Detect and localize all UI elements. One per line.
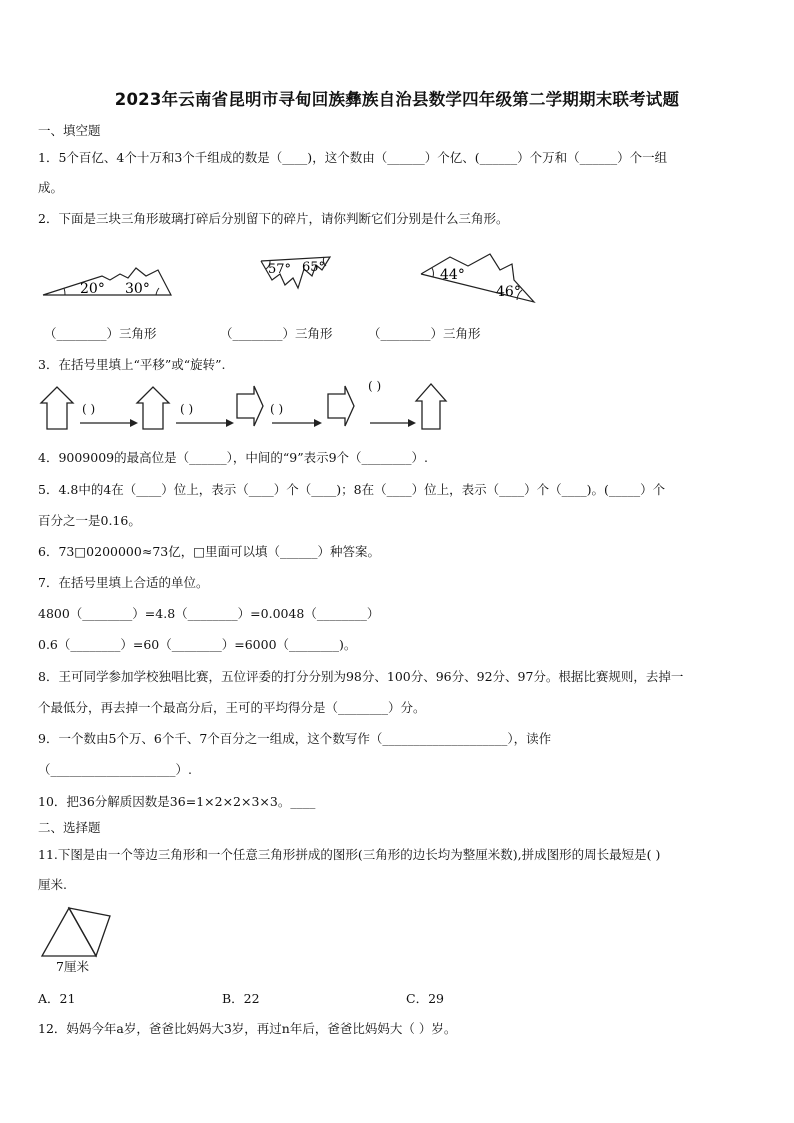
fragment-2-angle-right: 65°	[302, 260, 326, 275]
triangle-composite-figure	[38, 904, 118, 962]
fragment-3-angle-left: 44°	[440, 267, 465, 283]
question-3-blank-1: ( )	[82, 402, 96, 416]
question-1-line-2: 成。	[38, 180, 64, 195]
question-2-answer-2: （________）三角形	[220, 326, 333, 341]
fragment-1-angle-right: 30°	[125, 281, 150, 297]
question-2-text: 2．下面是三块三角形玻璃打碎后分别留下的碎片，请你判断它们分别是什么三角形。	[38, 211, 509, 226]
question-11-line-2: 厘米.	[38, 877, 67, 892]
question-8-line-2: 个最低分，再去掉一个最高分后，王可的平均得分是（________）分。	[38, 700, 426, 715]
section-heading-choice: 二、选择题	[38, 820, 101, 835]
question-11-line-1: 11.下图是由一个等边三角形和一个任意三角形拼成的图形(三角形的边长均为整厘米数),拼成图形的周长最短是( )	[38, 847, 661, 862]
question-3-blank-2: ( )	[180, 402, 194, 416]
question-5-line-1: 5．4.8中的4在（____）位上，表示（____）个（____)；8在（____）位上，表示（____）个（____)。(_____）个	[38, 482, 666, 497]
question-10: 10．把36分解质因数是36=1×2×2×3×3。____	[38, 794, 316, 809]
question-2-answer-1: （________）三角形	[44, 326, 157, 341]
question-2-answer-3: （________）三角形	[368, 326, 481, 341]
question-7-text: 7．在括号里填上合适的单位。	[38, 575, 209, 590]
question-3-text: 3．在括号里填上“平移”或“旋转”.	[38, 357, 226, 372]
question-9-line-2: （____________________）.	[38, 762, 192, 777]
question-1-line-1: 1．5个百亿、4个十万和3个千组成的数是（____)，这个数由（______）个亿、(______）个万和（______）个一组	[38, 150, 668, 165]
question-7-line-1: 4800（________）=4.8（________）=0.0048（________）	[38, 606, 380, 621]
triangle-fragment-2	[258, 254, 338, 296]
question-12: 12．妈妈今年a岁，爸爸比妈妈大3岁，再过n年后，爸爸比妈妈大（ ）岁。	[38, 1021, 457, 1036]
triangle-fragment-1	[40, 262, 180, 300]
option-a: A．21	[38, 991, 76, 1006]
fragment-1-angle-left: 20°	[80, 281, 105, 297]
question-3-blank-4: ( )	[368, 379, 382, 393]
section-heading-fill-in: 一、填空题	[38, 123, 101, 138]
question-6: 6．73□0200000≈73亿，□里面可以填（______）种答案。	[38, 544, 381, 559]
movement-diagram	[38, 376, 458, 434]
fragment-2-angle-left: 57°	[268, 262, 292, 277]
fragment-3-angle-right: 46°	[496, 284, 521, 300]
question-8-line-1: 8．王可同学参加学校独唱比赛，五位评委的打分分别为98分、100分、96分、92分、97分。根据比赛规则，去掉一	[38, 669, 684, 684]
question-4: 4．9009009的最高位是（______），中间的“9”表示9个（________）.	[38, 450, 429, 465]
option-b: B．22	[222, 991, 260, 1006]
triangle-fragment-3	[418, 250, 538, 306]
question-7-line-2: 0.6（________）=60（________）=6000（________)。	[38, 637, 357, 652]
figure-label-7cm: 7厘米	[56, 959, 89, 974]
page-title: 2023年云南省昆明市寻甸回族彝族自治县数学四年级第二学期期末联考试题	[114, 90, 680, 109]
question-5-line-2: 百分之一是0.16。	[38, 513, 141, 528]
question-9-line-1: 9．一个数由5个万、6个千、7个百分之一组成，这个数写作（____________________），读作	[38, 731, 552, 746]
question-3-blank-3: ( )	[270, 402, 284, 416]
option-c: C．29	[406, 991, 444, 1006]
